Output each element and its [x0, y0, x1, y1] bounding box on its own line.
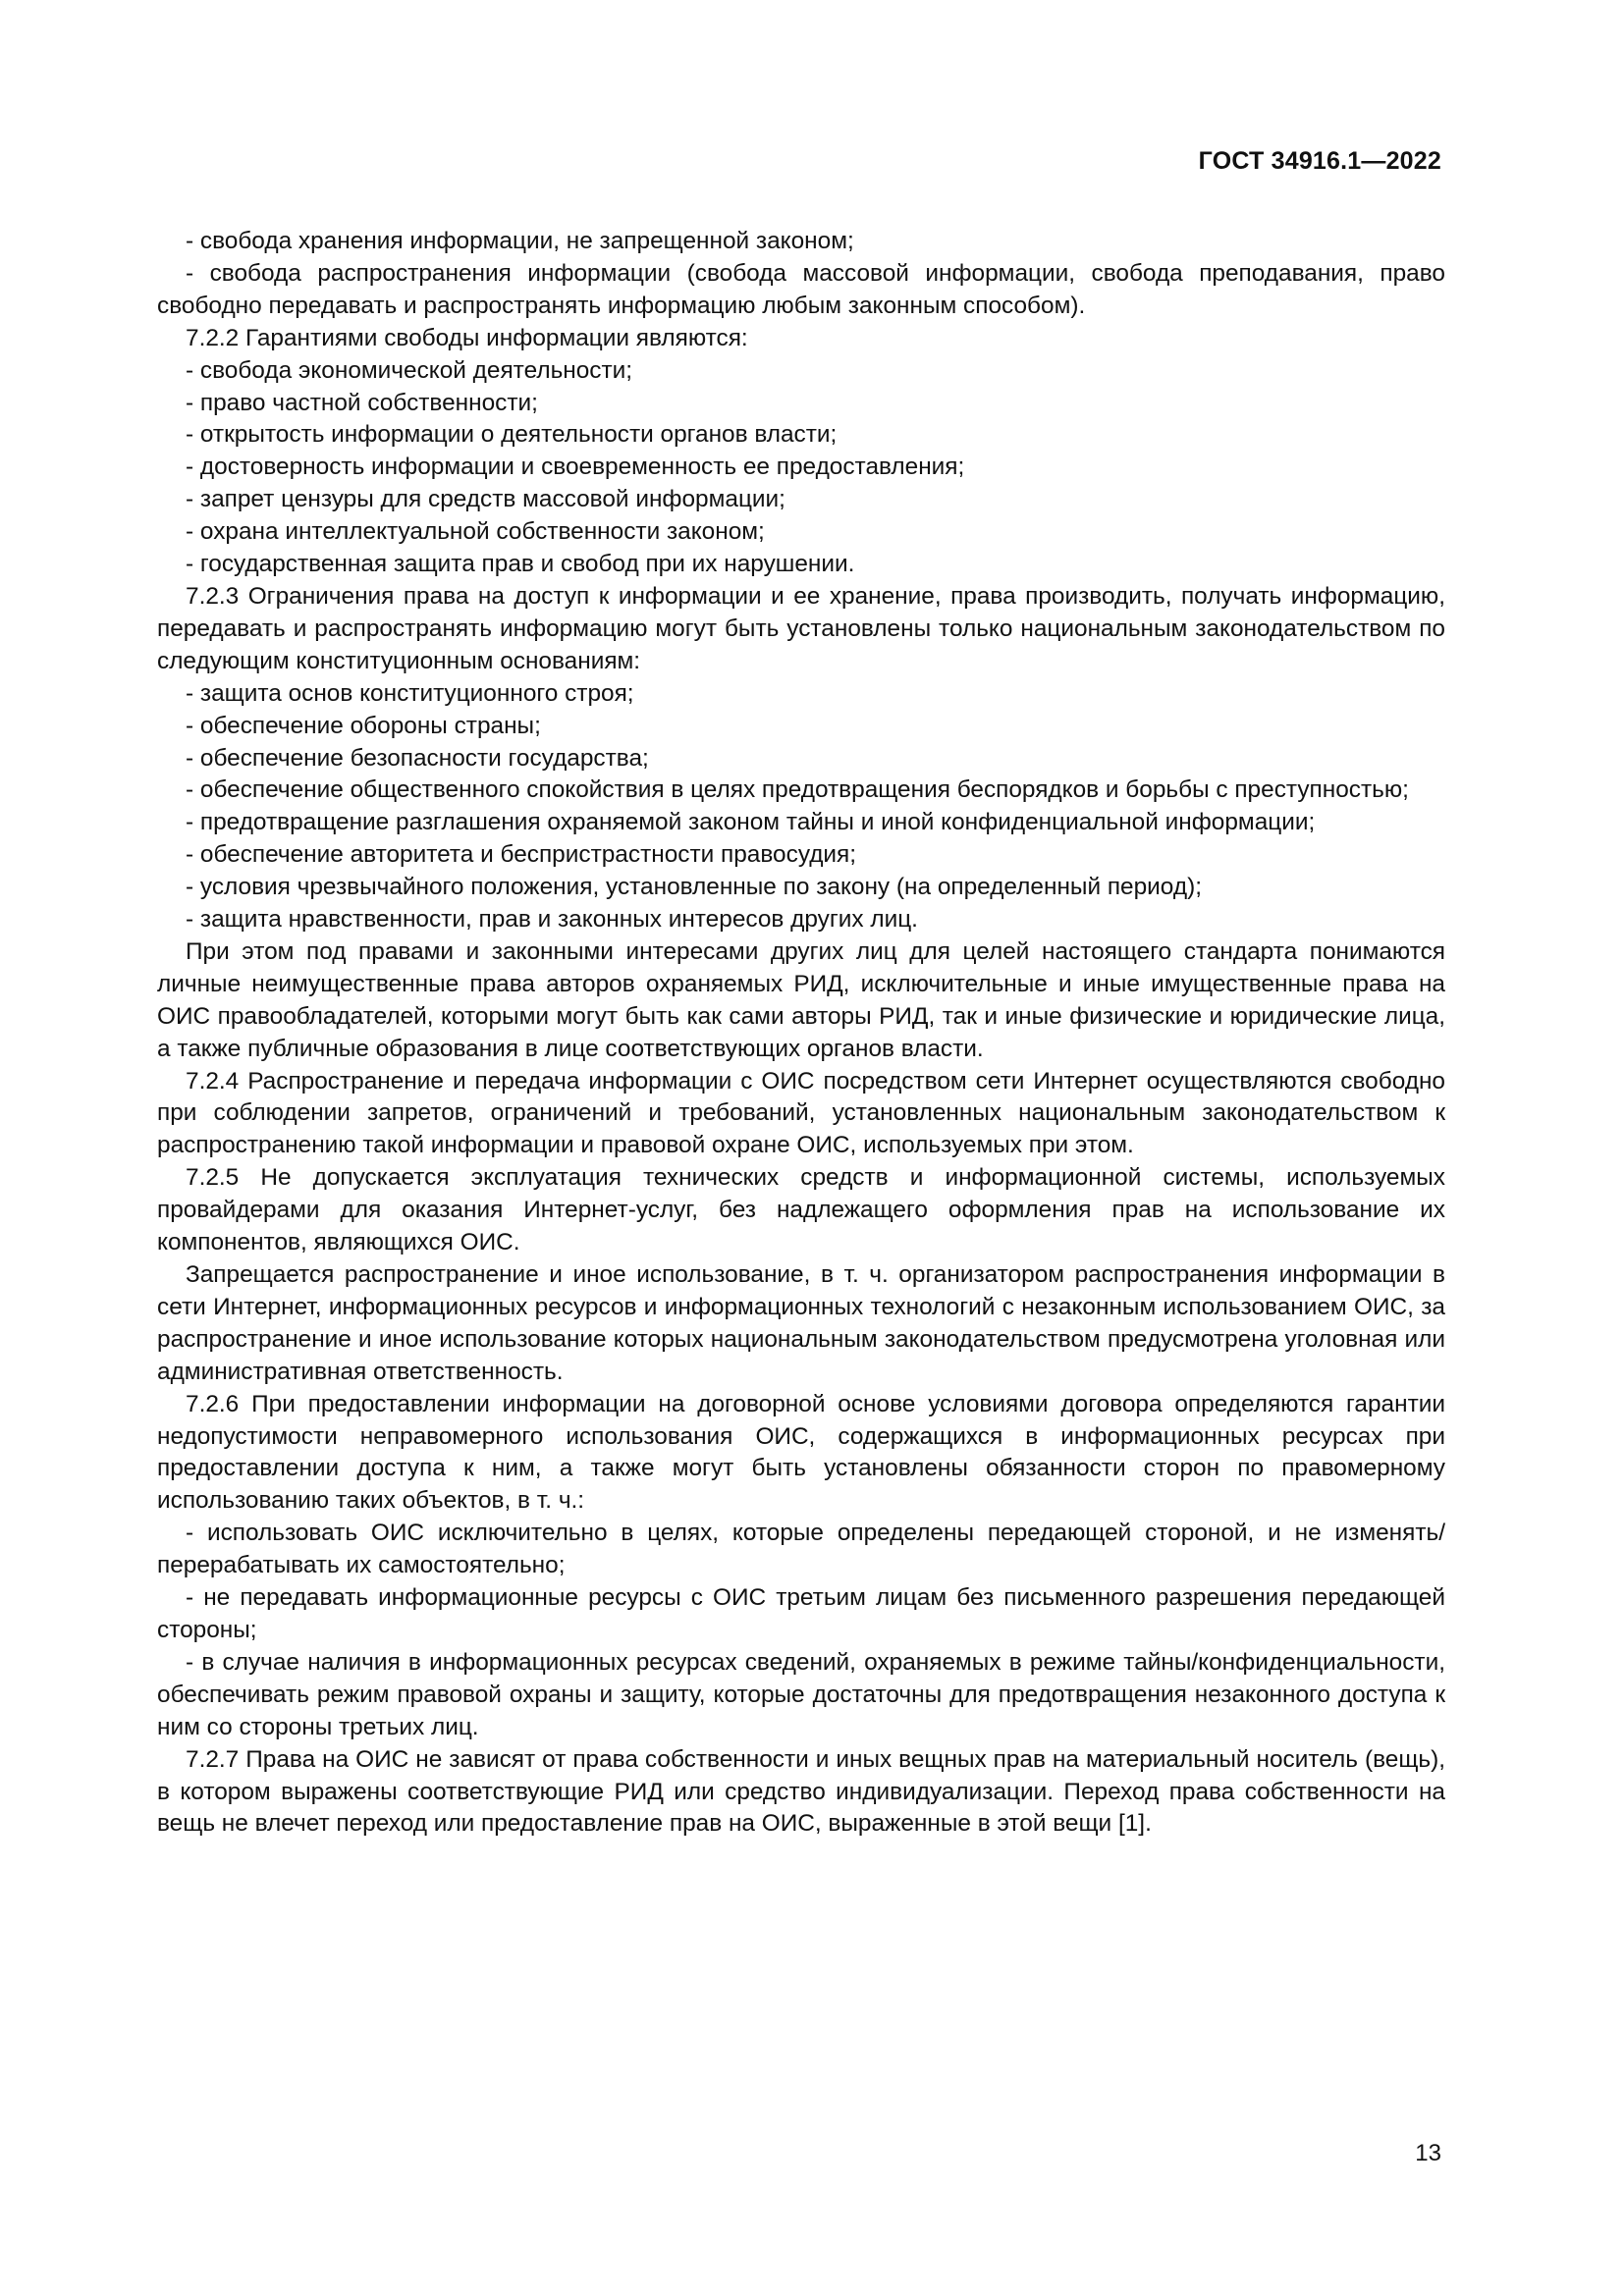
- clause-7-2-5: 7.2.5 Не допускается эксплуатация технических средств и информационной системы, используемых провайдерами для оказания Интернет-услуг, без надлежащего оформления прав на использование их компонентов, являющихся ОИС.: [157, 1164, 1445, 1256]
- list-item: - достоверность информации и своевременность ее предоставления;: [186, 454, 965, 481]
- clause-7-2-4: 7.2.4 Распространение и передача информации с ОИС посредством сети Интернет осуществляются свободно при соблюдении запретов, ограничений и требований, установленных национальным законодательством к распространению такой информации и правовой охране ОИС, используемых при этом.: [157, 1067, 1445, 1159]
- list-item: - в случае наличия в информационных ресурсах сведений, охраняемых в режиме тайны/конфиденциальности, обеспечивать режим правовой охраны и защиту, которые достаточны для предотвращения незаконного доступа к ним со стороны третьих лиц.: [157, 1648, 1445, 1740]
- list-item: - обеспечение обороны страны;: [186, 712, 541, 739]
- list-item: - свобода экономической деятельности;: [186, 356, 633, 384]
- list-item: - не передавать информационные ресурсы с ОИС третьим лицам без письменного разрешения передающей стороны;: [157, 1584, 1445, 1643]
- page-number: 13: [1415, 2140, 1441, 2166]
- list-item: - использовать ОИС исключительно в целях, которые определены передающей стороной, и не изменять/перерабатывать их самостоятельно;: [157, 1520, 1445, 1579]
- list-item: - обеспечение общественного спокойствия в целях предотвращения беспорядков и борьбы с преступностью;: [186, 776, 1409, 804]
- list-item: - защита нравственности, прав и законных интересов других лиц.: [186, 906, 918, 934]
- clause-7-2-7: 7.2.7 Права на ОИС не зависят от права собственности и иных вещных прав на материальный носитель (вещь), в котором выражены соответствующие РИД или средство индивидуализации. Переход права собственности на вещь не влечет переход или предоставление прав на ОИС, выраженные в этой вещи [1].: [157, 1745, 1445, 1838]
- list-item: - запрет цензуры для средств массовой информации;: [186, 486, 785, 513]
- list-item: - обеспечение безопасности государства;: [186, 744, 649, 772]
- list-item: - государственная защита прав и свобод при их нарушении.: [186, 551, 855, 578]
- list-item: - условия чрезвычайного положения, установленные по закону (на определенный период);: [186, 874, 1202, 901]
- list-item: - охрана интеллектуальной собственности законом;: [186, 518, 765, 546]
- list-item: - открытость информации о деятельности органов власти;: [186, 421, 838, 449]
- paragraph: Запрещается распространение и иное использование, в т. ч. организатором распространения информации в сети Интернет, информационных ресурсов и информационных технологий с незаконным использованием ОИС, за распространение и иное использование которых национальным законодательством предусмотрена уголовная или административная ответственность.: [157, 1261, 1445, 1385]
- list-item: - право частной собственности;: [186, 389, 538, 416]
- list-item: - защита основ конституционного строя;: [186, 679, 634, 707]
- list-item: - предотвращение разглашения охраняемой законом тайны и иной конфиденциальной информации;: [186, 809, 1316, 836]
- clause-7-2-3: 7.2.3 Ограничения права на доступ к информации и ее хранение, права производить, получать информацию, передавать и распространять информацию могут быть установлены только национальным законодательством по следующим конституционным основаниям:: [157, 582, 1445, 674]
- list-item: - обеспечение авторитета и беспристрастности правосудия;: [186, 841, 857, 869]
- clause-7-2-6: 7.2.6 При предоставлении информации на договорной основе условиями договора определяются гарантии недопустимости неправомерного использования ОИС, содержащихся в информационных ресурсах при предоставлении доступа к ним, а также могут быть установлены обязанности сторон по правомерному использованию таких объектов, в т. ч.:: [157, 1390, 1445, 1515]
- list-item: - свобода хранения информации, не запрещенной законом;: [186, 228, 854, 254]
- document-body: [157, 226, 1445, 1841]
- clause-7-2-2: 7.2.2 Гарантиями свободы информации являются:: [186, 324, 748, 351]
- list-item: - свобода распространения информации (свобода массовой информации, свобода преподавания, право свободно передавать и распространять информацию любым законным способом).: [157, 259, 1445, 319]
- paragraph: При этом под правами и законными интересами других лиц для целей настоящего стандарта понимаются личные неимущественные права авторов охраняемых РИД, исключительные и иные имущественные права на ОИС правообладателей, которыми могут быть как сами авторы РИД, так и иные физические и юридические лица, а также публичные образования в лице соответствующих органов власти.: [157, 937, 1445, 1062]
- document-code-header: ГОСТ 34916.1—2022: [1198, 147, 1441, 175]
